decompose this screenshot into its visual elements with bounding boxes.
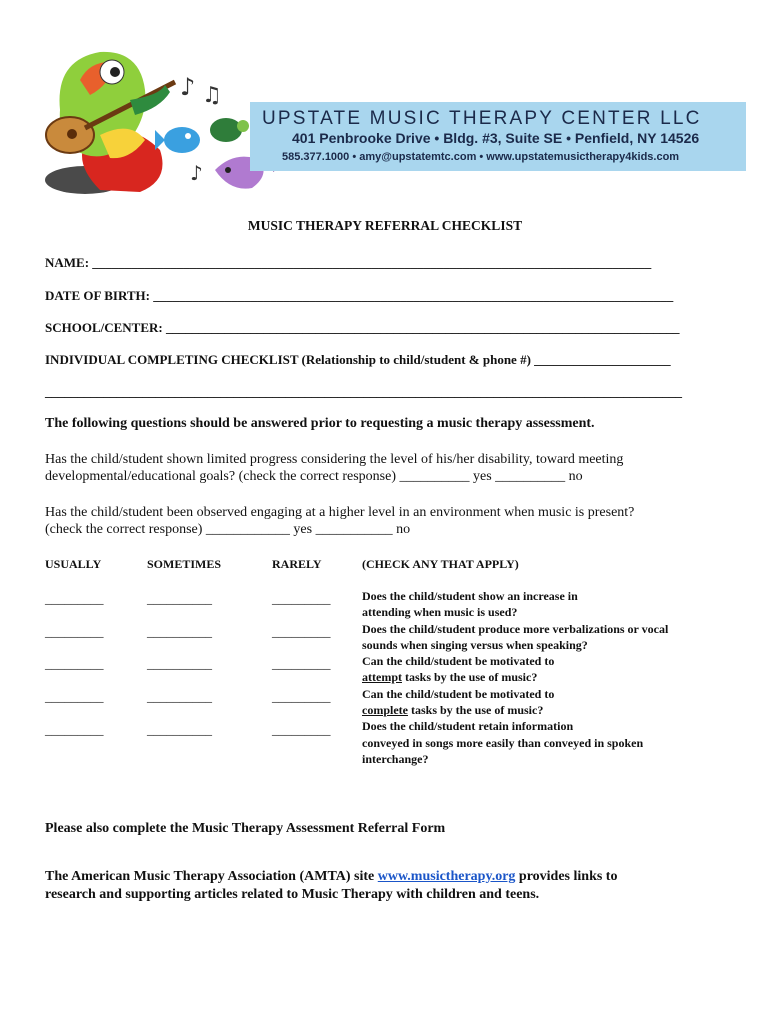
question-text: conveyed in songs more easily than conveyed in spoken: [362, 735, 644, 750]
turtle-guitar-fish-logo: [30, 40, 280, 210]
question-text-line: [362, 669, 742, 685]
blank-sometimes[interactable]: __________: [147, 591, 212, 606]
amta-line-1: [45, 869, 617, 885]
org-address: 401 Penbrooke Drive • Bldg. #3, Suite SE • Penfield, NY 14526: [292, 130, 700, 146]
question-1-line-2[interactable]: developmental/educational goals? (check the correct response) __________ yes __________ no: [45, 469, 583, 484]
blank-usually[interactable]: _________: [45, 591, 104, 606]
question-2-line-1: Has the child/student been observed engaging at a higher level in an environment when music is present?: [45, 505, 635, 520]
blank-sometimes[interactable]: __________: [147, 722, 212, 737]
column-check-any: (CHECK ANY THAT APPLY): [362, 557, 519, 571]
question-text: tasks by the use of music?: [401, 670, 538, 685]
intro-text: The following questions should be answered prior to requesting a music therapy assessment.: [45, 416, 595, 431]
blank-usually[interactable]: _________: [45, 722, 104, 737]
amta-text: provides links to: [515, 869, 618, 884]
extra-line-field[interactable]: __________________________________________________________________________________________________: [45, 384, 682, 399]
blank-sometimes[interactable]: __________: [147, 624, 212, 639]
question-text: interchange?: [362, 751, 429, 766]
question-text: tasks by the use of music?: [407, 703, 544, 718]
column-rarely: RARELY: [272, 557, 322, 571]
blank-rarely[interactable]: _________: [272, 722, 331, 737]
org-contact: 585.377.1000 • amy@upstatemtc.com • www.upstatemusictherapy4kids.com: [282, 151, 680, 163]
question-text: Does the child/student retain information: [362, 719, 574, 734]
question-text: Can the child/student be motivated to: [362, 654, 555, 669]
underlined-word: attempt: [362, 670, 402, 685]
dob-field[interactable]: DATE OF BIRTH: ________________________________________________________________________________: [45, 288, 674, 303]
blank-sometimes[interactable]: __________: [147, 689, 212, 704]
question-1-line-1: Has the child/student shown limited progress considering the level of his/her disability, toward meeting: [45, 452, 624, 467]
org-name: UPSTATE MUSIC THERAPY CENTER LLC: [262, 108, 702, 129]
question-text: Does the child/student produce more verbalizations or vocal: [362, 621, 669, 636]
question-text: attending when music is used?: [362, 605, 518, 620]
column-usually: USUALLY: [45, 557, 102, 571]
svg-text:♪: ♪: [180, 73, 196, 101]
amta-line-2: research and supporting articles related to Music Therapy with children and teens.: [45, 887, 540, 902]
amta-link[interactable]: www.musictherapy.org: [377, 869, 516, 884]
form-title: MUSIC THERAPY REFERRAL CHECKLIST: [247, 218, 523, 233]
school-field[interactable]: SCHOOL/CENTER: _______________________________________________________________________________: [45, 320, 680, 335]
blank-usually[interactable]: _________: [45, 624, 104, 639]
question-text: Does the child/student show an increase in: [362, 589, 578, 603]
also-complete-text: Please also complete the Music Therapy Assessment Referral Form: [45, 821, 446, 836]
blank-usually[interactable]: _________: [45, 689, 104, 704]
underlined-word: complete: [362, 703, 408, 718]
blank-sometimes[interactable]: __________: [147, 656, 212, 671]
blank-rarely[interactable]: _________: [272, 624, 331, 639]
question-text-line: [362, 702, 742, 718]
amta-text: The American Music Therapy Association (AMTA) site: [45, 869, 378, 884]
blank-usually[interactable]: _________: [45, 656, 104, 671]
question-text: Can the child/student be motivated to: [362, 686, 555, 701]
individual-field[interactable]: INDIVIDUAL COMPLETING CHECKLIST (Relationship to child/student & phone #) _____________________: [45, 352, 671, 367]
blank-rarely[interactable]: _________: [272, 689, 331, 704]
svg-text:♪: ♪: [190, 161, 203, 185]
name-field[interactable]: NAME: ______________________________________________________________________________________: [45, 255, 652, 270]
checklist-questions: [362, 588, 742, 767]
blank-rarely[interactable]: _________: [272, 591, 331, 606]
question-2-line-2[interactable]: (check the correct response) ____________ yes ___________ no: [45, 522, 411, 537]
blank-rarely[interactable]: _________: [272, 656, 331, 671]
question-text: sounds when singing versus when speaking?: [362, 637, 588, 652]
svg-text:♫: ♫: [202, 83, 222, 108]
column-sometimes: SOMETIMES: [147, 557, 222, 571]
